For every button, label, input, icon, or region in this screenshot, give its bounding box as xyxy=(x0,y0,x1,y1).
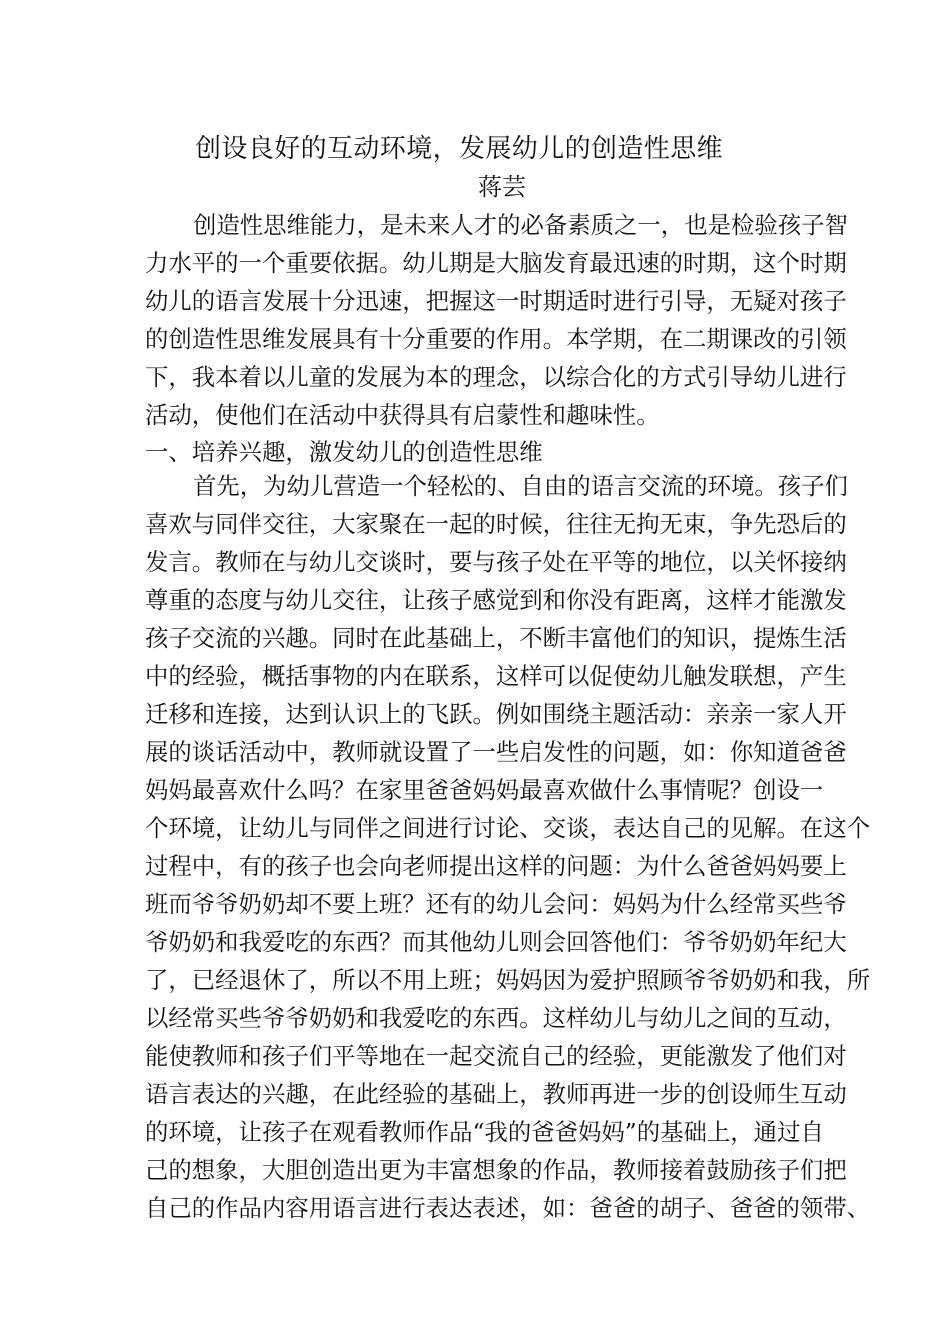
text-line: 发言。教师在与幼儿交谈时，要与孩子处在平等的地位，以关怀接纳 xyxy=(145,548,847,576)
text-line: 孩子交流的兴趣。同时在此基础上，不断丰富他们的知识，提炼生活 xyxy=(145,624,847,652)
text-line: 自己的作品内容用语言进行表达表述，如：爸爸的胡子、爸爸的领带、 xyxy=(145,1194,871,1222)
text-line: 创造性思维能力，是未来人才的必备素质之一，也是检验孩子智 xyxy=(193,211,848,239)
document-title: 创设良好的互动环境，发展幼儿的创造性思维 xyxy=(195,134,724,164)
text-line: 妈妈最喜欢什么吗？在家里爸爸妈妈最喜欢做什么事情呢？创设一 xyxy=(145,776,824,804)
text-line: 力水平的一个重要依据。幼儿期是大脑发育最迅速的时期，这个时期 xyxy=(145,249,847,277)
text-line: 首先，为幼儿营造一个轻松的、自由的语言交流的环境。孩子们 xyxy=(193,472,848,500)
text-line: 下，我本着以儿童的发展为本的理念，以综合化的方式引导幼儿进行 xyxy=(145,363,847,391)
text-line: 的环境，让孩子在观看教师作品“我的爸爸妈妈”的基础上，通过自 xyxy=(145,1118,824,1146)
text-line: 个环境，让幼儿与同伴之间进行讨论、交谈，表达自己的见解。在这个 xyxy=(145,814,871,842)
text-line: 尊重的态度与幼儿交往，让孩子感觉到和你没有距离，这样才能激发 xyxy=(145,586,847,614)
text-line: 过程中，有的孩子也会向老师提出这样的问题：为什么爸爸妈妈要上 xyxy=(145,852,847,880)
section-heading: 一、培养兴趣，激发幼儿的创造性思维 xyxy=(145,438,543,466)
text-line: 爷奶奶和我爱吃的东西？而其他幼儿则会回答他们：爷爷奶奶年纪大 xyxy=(145,928,847,956)
text-line: 的创造性思维发展具有十分重要的作用。本学期，在二期课改的引领 xyxy=(145,325,847,353)
text-line: 展的谈话活动中，教师就设置了一些启发性的问题，如：你知道爸爸 xyxy=(145,738,847,766)
document-author: 蒋芸 xyxy=(478,173,526,201)
text-line: 迁移和连接，达到认识上的飞跃。例如围绕主题活动：亲亲一家人开 xyxy=(145,700,847,728)
text-line: 己的想象，大胆创造出更为丰富想象的作品，教师接着鼓励孩子们把 xyxy=(145,1156,847,1184)
text-line: 喜欢与同伴交往，大家聚在一起的时候，往往无拘无束，争先恐后的 xyxy=(145,510,847,538)
text-line: 幼儿的语言发展十分迅速，把握这一时期适时进行引导，无疑对孩子 xyxy=(145,287,847,315)
text-line: 中的经验，概括事物的内在联系，这样可以促使幼儿触发联想，产生 xyxy=(145,662,847,690)
text-line: 了，已经退休了，所以不用上班；妈妈因为爱护照顾爷爷奶奶和我，所 xyxy=(145,966,871,994)
text-line: 语言表达的兴趣，在此经验的基础上，教师再进一步的创设师生互动 xyxy=(145,1080,847,1108)
text-line: 以经常买些爷爷奶奶和我爱吃的东西。这样幼儿与幼儿之间的互动， xyxy=(145,1004,847,1032)
text-line: 活动，使他们在活动中获得具有启蒙性和趣味性。 xyxy=(145,401,660,429)
text-line: 能使教师和孩子们平等地在一起交流自己的经验，更能激发了他们对 xyxy=(145,1042,847,1070)
text-line: 班而爷爷奶奶却不要上班？还有的幼儿会问：妈妈为什么经常买些爷 xyxy=(145,890,847,918)
